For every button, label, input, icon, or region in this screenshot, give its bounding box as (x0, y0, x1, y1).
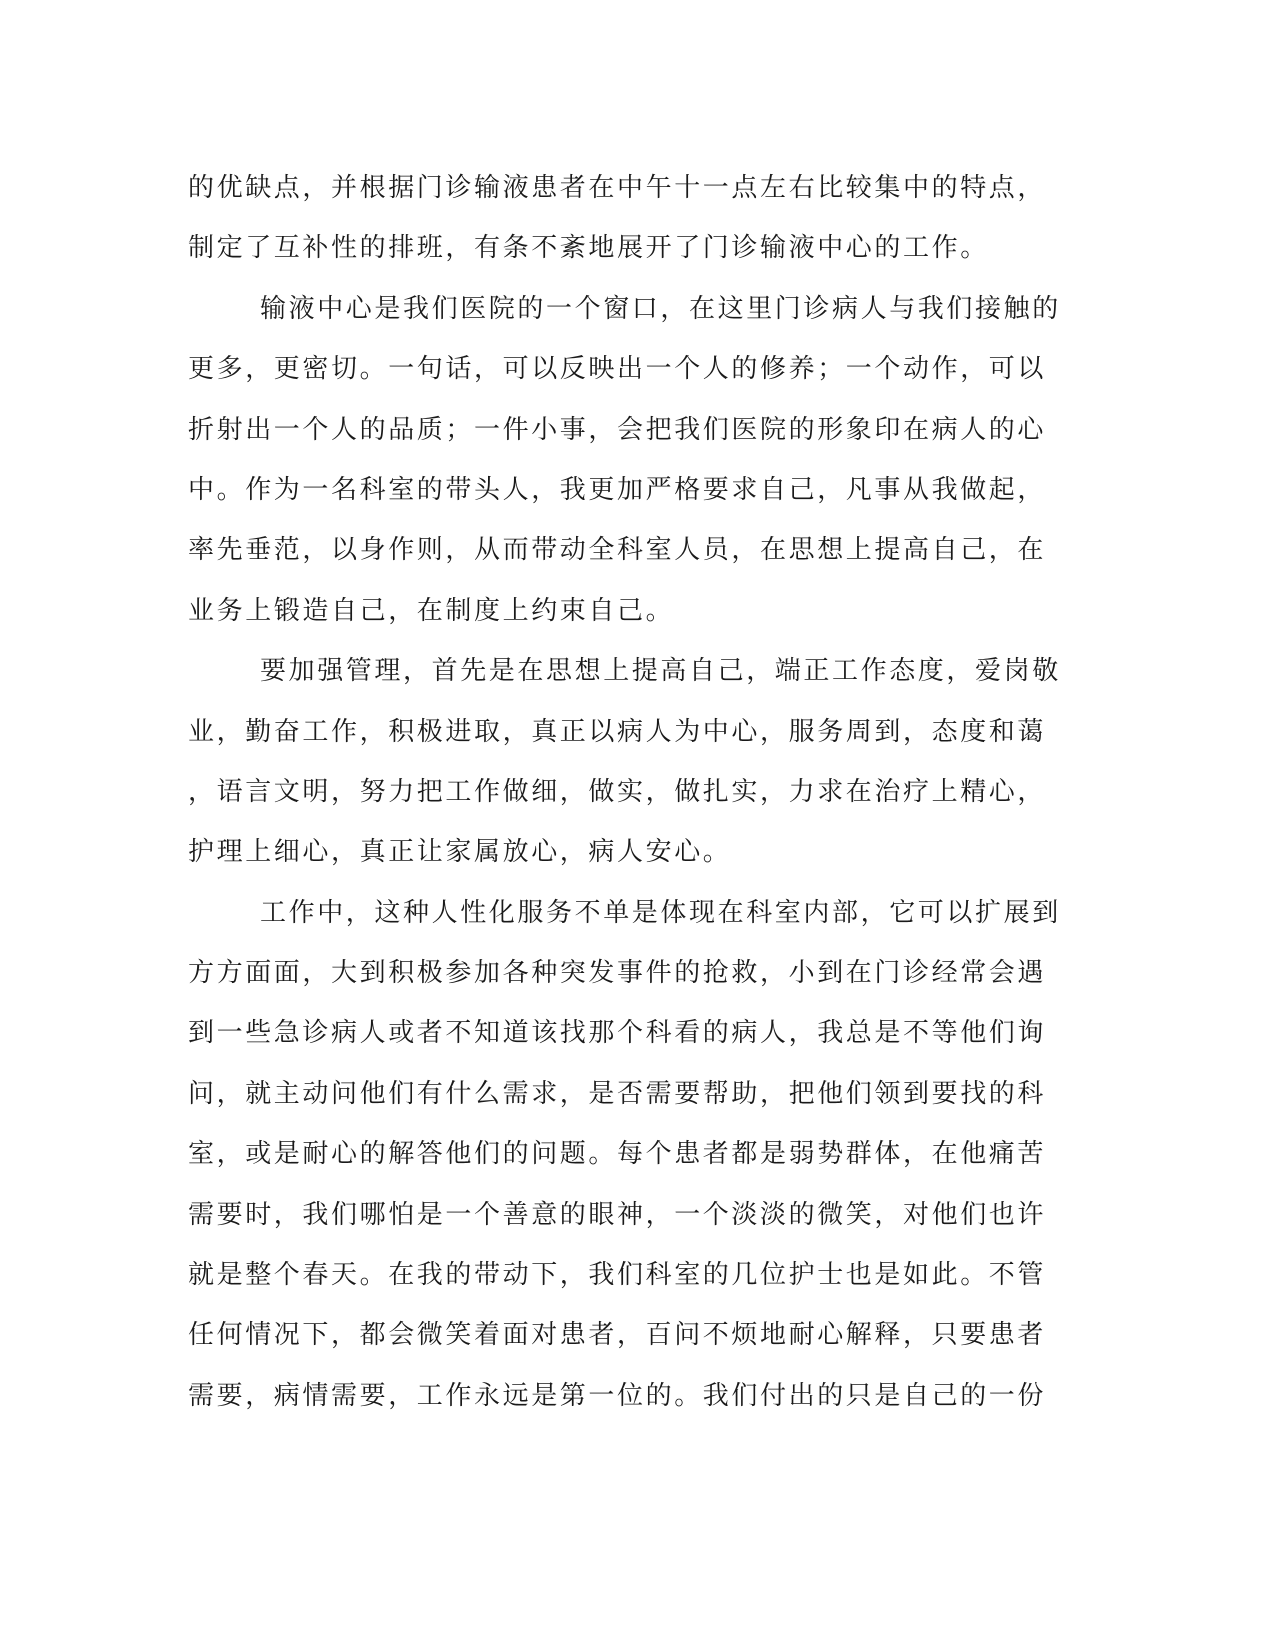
text-line: ，语言文明，努力把工作做细，做实，做扎实，力求在治疗上精心， (188, 776, 1047, 807)
text-line: 任何情况下，都会微笑着面对患者，百问不烦地耐心解释，只要患者 (188, 1320, 1047, 1351)
paragraph-first-line: 要加强管理，首先是在思想上提高自己，端正工作态度，爱岗敬 (260, 656, 1061, 687)
text-line: 问，就主动问他们有什么需求，是否需要帮助，把他们领到要找的科 (188, 1078, 1047, 1109)
text-line: 护理上细心，真正让家属放心，病人安心。 (188, 837, 732, 868)
text-line: 的优缺点，并根据门诊输液患者在中午十一点左右比较集中的特点， (188, 173, 1047, 203)
text-line: 制定了互补性的排班，有条不紊地展开了门诊输液中心的工作。 (188, 233, 989, 264)
paragraph-first-line: 工作中，这种人性化服务不单是体现在科室内部，它可以扩展到 (260, 897, 1061, 928)
text-line: 折射出一个人的品质；一件小事，会把我们医院的形象印在病人的心 (188, 414, 1047, 445)
text-line: 室，或是耐心的解答他们的问题。每个患者都是弱势群体，在他痛苦 (188, 1139, 1047, 1170)
text-line: 需要时，我们哪怕是一个善意的眼神，一个淡淡的微笑，对他们也许 (188, 1199, 1047, 1230)
paragraph-first-line: 输液中心是我们医院的一个窗口，在这里门诊病人与我们接触的 (260, 293, 1061, 324)
text-line: 率先垂范，以身作则，从而带动全科室人员，在思想上提高自己，在 (188, 535, 1047, 566)
text-line: 更多，更密切。一句话，可以反映出一个人的修养；一个动作，可以 (188, 354, 1047, 385)
text-line: 就是整个春天。在我的带动下，我们科室的几位护士也是如此。不管 (188, 1260, 1047, 1291)
text-line: 到一些急诊病人或者不知道该找那个科看的病人，我总是不等他们询 (188, 1018, 1047, 1049)
body-text (188, 158, 1088, 1426)
text-line: 方方面面，大到积极参加各种突发事件的抢救，小到在门诊经常会遇 (188, 958, 1047, 989)
text-line: 中。作为一名科室的带头人，我更加严格要求自己，凡事从我做起， (188, 474, 1047, 505)
text-line: 需要，病情需要，工作永远是第一位的。我们付出的只是自己的一份 (188, 1380, 1047, 1411)
text-line: 业，勤奋工作，积极进取，真正以病人为中心，服务周到，态度和蔼 (188, 716, 1047, 747)
text-line: 业务上锻造自己，在制度上约束自己。 (188, 595, 675, 626)
